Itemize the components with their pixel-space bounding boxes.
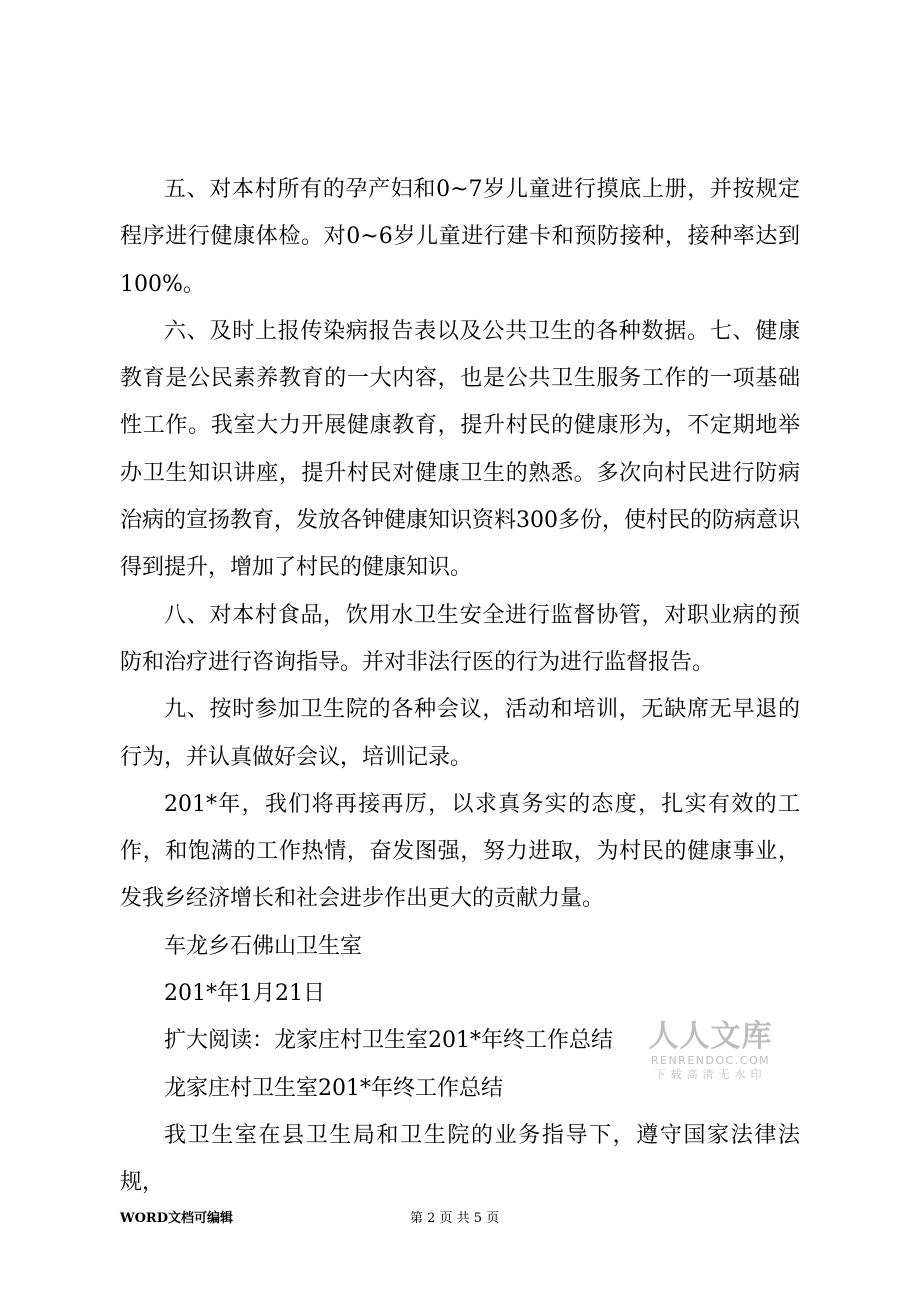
watermark-title: 人人文库 bbox=[648, 1019, 773, 1054]
watermark-logo bbox=[643, 1020, 778, 1082]
paragraph: 201*年，我们将再接再厉，以求真务实的态度，扎实有效的工作，和饱满的工作热情，奋发图强，努力进取，为村民的健康事业，发我乡经济增长和社会进步作出更大的贡献力量。 bbox=[120, 791, 800, 912]
signature-organization: 车龙乡石佛山卫生室 bbox=[164, 933, 363, 959]
footer-page-number: 第 2 页 共 5 页 bbox=[410, 1211, 500, 1226]
section-title: 龙家庄村卫生室201*年终工作总结 bbox=[164, 1075, 503, 1101]
paragraph: 六、及时上报传染病报告表以及公共卫生的各种数据。七、健康教育是公民素养教育的一大内容，也是公共卫生服务工作的一项基础性工作。我室大力开展健康教育，提升村民的健康形为，不定期地举办卫生知识讲座，提升村民对健康卫生的熟悉。多次向村民进行防病治病的宣扬教育，发放各钟健康知识资料300多份，使村民的防病意识得到提升，增加了村民的健康知识。 bbox=[120, 318, 800, 581]
footer-editable-label: WORD文档可编辑 bbox=[120, 1211, 234, 1226]
extended-reading-line: 扩大阅读：龙家庄村卫生室201*年终工作总结 bbox=[164, 1028, 613, 1054]
paragraph: 我卫生室在县卫生局和卫生院的业务指导下，遵守国家法律法规， bbox=[120, 1122, 800, 1196]
watermark-subtitle: 下载高清无水印 bbox=[654, 1068, 767, 1081]
paragraph: 九、按时参加卫生院的各种会议，活动和培训，无缺席无早退的行为，并认真做好会议，培训记录。 bbox=[120, 697, 800, 770]
signature-date: 201*年1月21日 bbox=[164, 981, 325, 1007]
watermark-domain: RENRENDOC.COM bbox=[650, 1054, 771, 1067]
paragraph: 五、对本村所有的孕产妇和0~7岁儿童进行摸底上册，并按规定程序进行健康体检。对0~6岁儿童进行建卡和预防接种，接种率达到100%。 bbox=[120, 177, 800, 297]
paragraph: 八、对本村食品，饮用水卫生安全进行监督协管，对职业病的预防和治疗进行咨询指导。并对非法行医的行为进行监督报告。 bbox=[120, 602, 800, 675]
